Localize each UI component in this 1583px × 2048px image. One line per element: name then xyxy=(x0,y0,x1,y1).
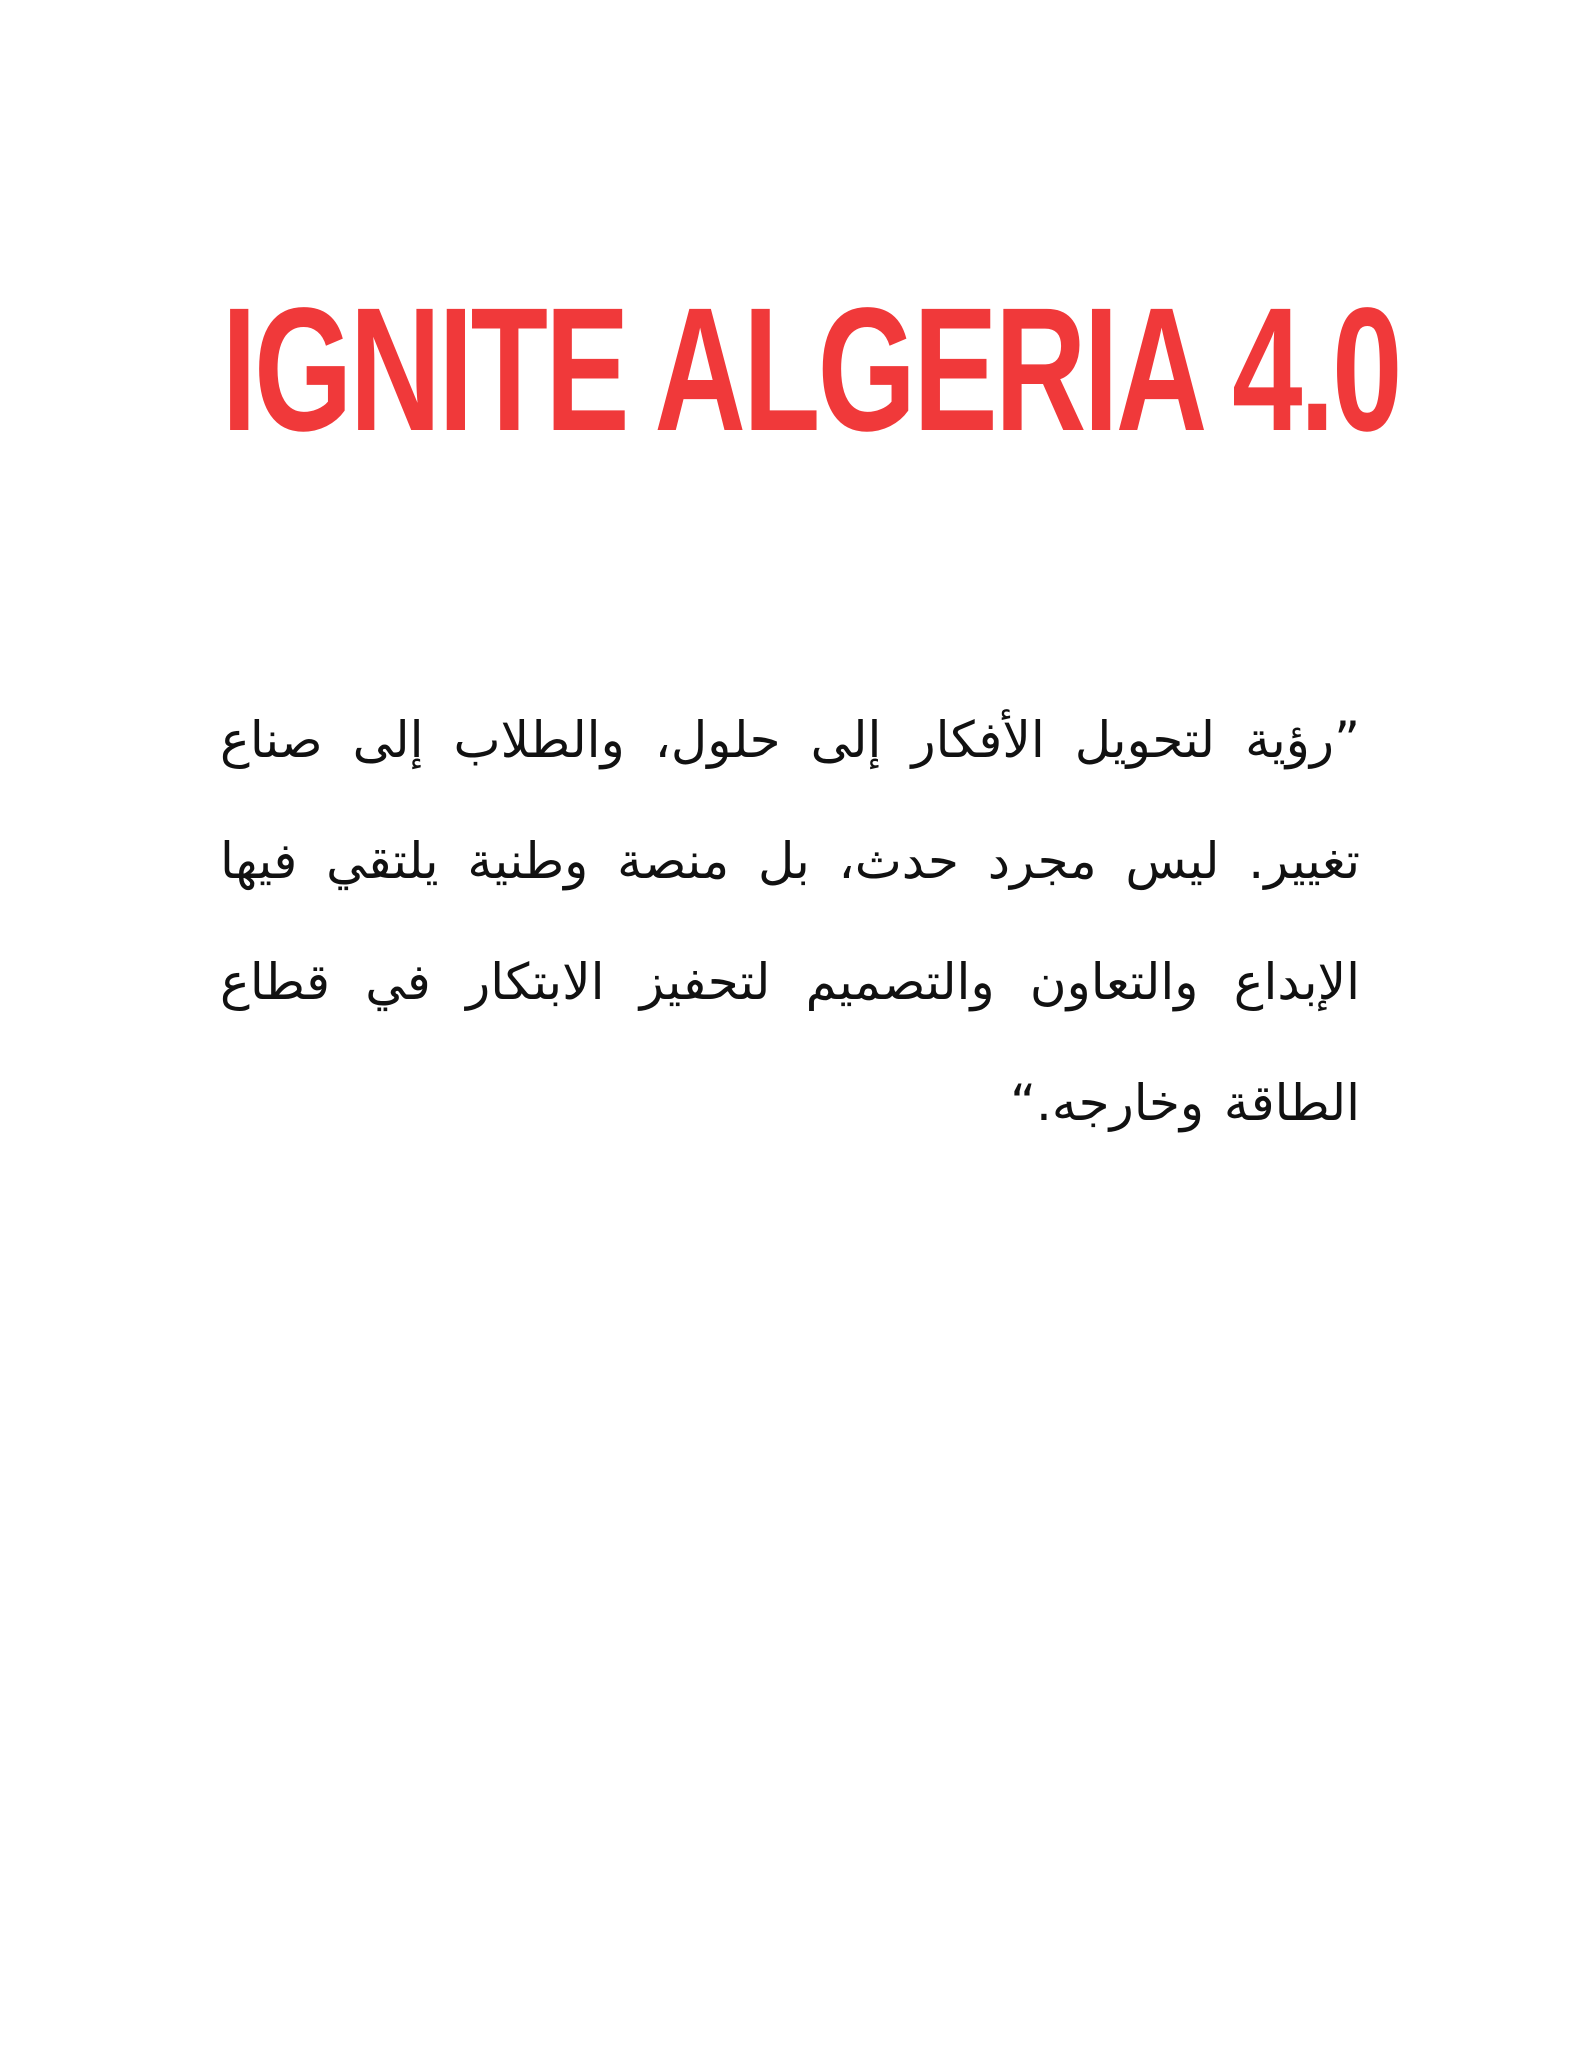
page-title: IGNITE ALGERIA 4.0 xyxy=(221,272,1400,468)
quote-paragraph: ”رؤية لتحويل الأفكار إلى حلول، والطلاب إلى صناع تغيير. ليس مجرد حدث، بل منصة وطنية يلتقي فيها الإبداع والتعاون والتصميم لتحفيز الابتكار في قطاع الطاقة وخارجه.“ xyxy=(220,711,1360,1132)
